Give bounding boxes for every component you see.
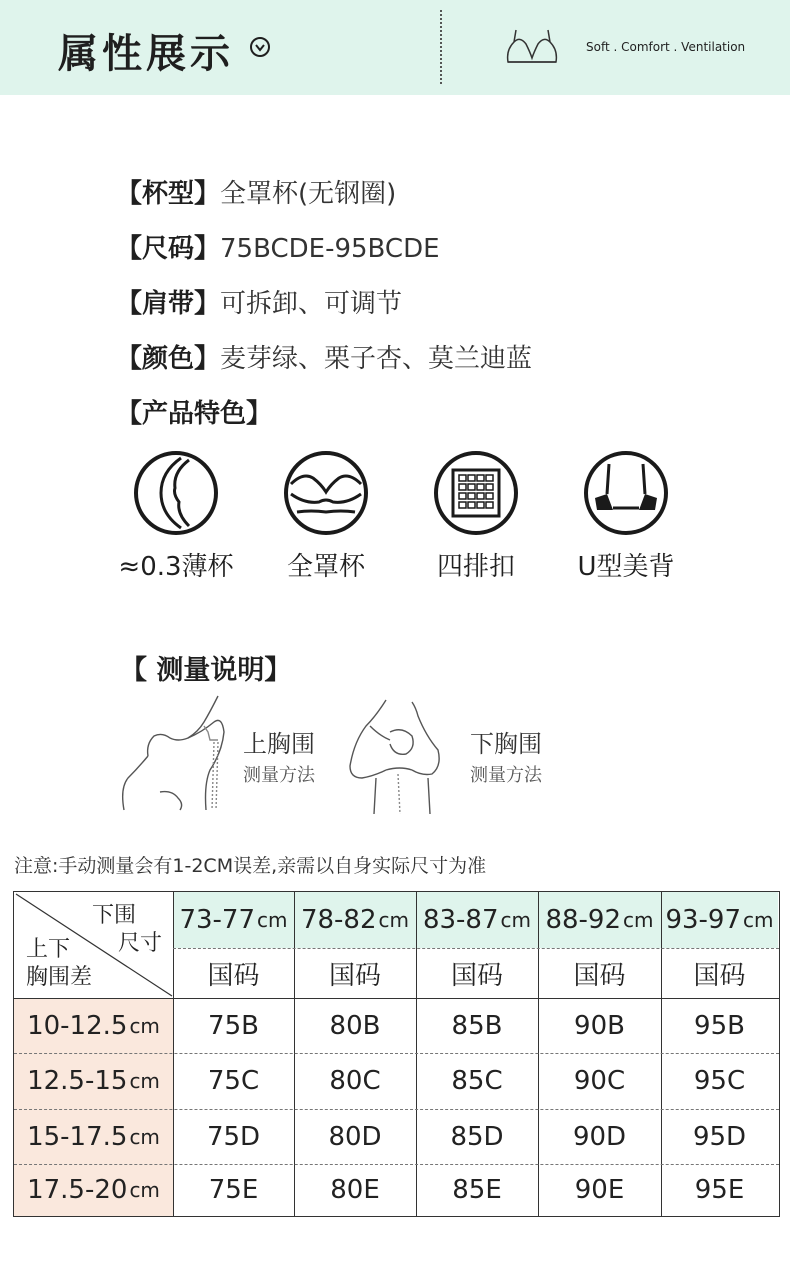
upper-bust-caption	[243, 724, 315, 787]
table-divider	[14, 998, 779, 999]
table-divider	[416, 892, 417, 1216]
diff-cell	[14, 998, 173, 1053]
attribute-row	[116, 282, 532, 337]
header-divider	[440, 10, 442, 84]
size-cell: 90B	[574, 1010, 625, 1041]
under-range-header	[538, 892, 661, 948]
header-tagline: Soft . Comfort . Ventilation	[586, 40, 746, 54]
size-cell: 80D	[328, 1121, 382, 1152]
under-bust-label: 下胸围	[470, 730, 542, 758]
attribute-key: 【尺码】	[116, 234, 221, 264]
size-cell: 75D	[206, 1121, 261, 1152]
under-range-value: 88-92	[545, 905, 622, 935]
page-title: 属性展示	[58, 31, 234, 77]
size-cell: 95D	[692, 1121, 747, 1152]
size-column-header: 国码	[328, 960, 381, 991]
diff-cell	[14, 1109, 173, 1164]
full-cup-icon	[283, 450, 369, 536]
under-range-header	[294, 892, 416, 948]
unit-label: cm	[257, 908, 288, 932]
under-range-header	[173, 892, 294, 948]
size-cell: 90C	[573, 1066, 626, 1096]
feature-label: 四排扣	[436, 552, 515, 582]
under-range-value: 93-97	[665, 905, 742, 935]
unit-label: cm	[743, 908, 774, 932]
unit-label: cm	[129, 1178, 160, 1202]
size-cell: 75C	[207, 1066, 260, 1096]
size-cell: 95C	[693, 1066, 746, 1096]
table-divider	[294, 892, 295, 1216]
diff-value: 17.5-20	[27, 1175, 128, 1205]
size-cell: 85B	[451, 1010, 503, 1041]
size-column-header: 国码	[207, 960, 260, 991]
attribute-value: 可拆卸、可调节	[220, 289, 403, 319]
table-divider	[14, 1053, 779, 1054]
thin-cup-icon	[133, 450, 219, 536]
feature-list	[0, 450, 790, 590]
table-divider	[173, 892, 174, 1216]
diff-cell	[14, 1053, 173, 1109]
size-column-header: 国码	[450, 960, 503, 991]
size-cell: 85C	[451, 1066, 503, 1096]
under-range-value: 78-82	[300, 905, 377, 935]
attribute-key: 【颜色】	[116, 344, 221, 374]
unit-label: cm	[129, 1069, 160, 1093]
table-divider	[14, 1109, 779, 1110]
corner-label-size: 尺寸	[118, 931, 163, 956]
feature-item	[246, 450, 406, 583]
feature-item	[396, 450, 556, 583]
size-cell: 90D	[572, 1121, 627, 1152]
size-cell: 95B	[694, 1010, 745, 1041]
table-divider	[538, 892, 539, 1216]
feature-item	[96, 450, 256, 583]
corner-label-under: 下围	[92, 903, 137, 928]
diff-value: 10-12.5	[27, 1010, 128, 1041]
size-cell: 85E	[452, 1175, 502, 1205]
corner-label-diff: 上下	[26, 937, 71, 962]
size-cell: 80C	[329, 1066, 381, 1096]
unit-label: cm	[378, 908, 410, 932]
attribute-key: 【肩带】	[116, 289, 221, 319]
size-cell: 75B	[208, 1010, 259, 1041]
upper-bust-sublabel: 测量方法	[243, 765, 315, 786]
size-column-header: 国码	[573, 960, 626, 991]
corner-label-diff-2: 胸围差	[26, 965, 93, 990]
measurement-title: 【 测量说明】	[120, 655, 292, 686]
chevron-down-icon	[250, 37, 270, 57]
upper-bust-label: 上胸围	[243, 730, 315, 758]
attribute-row	[116, 172, 532, 227]
feature-label: ≈0.3薄杯	[118, 552, 234, 582]
unit-label: cm	[623, 908, 654, 932]
under-range-value: 83-87	[422, 905, 499, 935]
attribute-key: 【杯型】	[116, 179, 221, 209]
unit-label: cm	[500, 908, 532, 932]
size-cell: 90E	[574, 1175, 625, 1205]
bra-icon	[504, 28, 560, 68]
attribute-value: 75BCDE-95BCDE	[220, 234, 440, 264]
size-cell: 75E	[208, 1175, 259, 1205]
under-bust-caption	[470, 724, 542, 787]
features-title: 【产品特色】	[116, 399, 273, 429]
under-bust-illustration	[346, 696, 458, 814]
attribute-value: 全罩杯(无钢圈)	[220, 179, 397, 209]
under-range-header	[416, 892, 538, 948]
size-column-header: 国码	[693, 960, 746, 991]
diff-cell	[14, 1164, 173, 1216]
diff-value: 15-17.5	[27, 1121, 128, 1152]
attribute-row	[116, 337, 532, 392]
attribute-list	[116, 172, 532, 392]
size-cell: 85D	[450, 1121, 504, 1152]
unit-label: cm	[129, 1013, 160, 1038]
four-hook-icon	[433, 450, 519, 536]
under-bust-sublabel: 测量方法	[470, 765, 542, 786]
under-range-value: 73-77	[179, 905, 256, 935]
unit-label: cm	[129, 1124, 160, 1149]
feature-label: U型美背	[577, 552, 675, 582]
size-cell: 95E	[694, 1175, 745, 1205]
measurement-note: 注意:手动测量会有1-2CM误差,亲需以自身实际尺寸为准	[14, 855, 487, 877]
size-cell: 80E	[330, 1175, 380, 1205]
under-range-header	[661, 892, 778, 948]
feature-label: 全罩杯	[286, 552, 365, 582]
header-band	[0, 0, 790, 95]
table-divider	[173, 948, 779, 949]
upper-bust-illustration	[118, 692, 238, 814]
size-table	[13, 891, 780, 1217]
attribute-row	[116, 227, 532, 282]
attribute-value: 麦芽绿、栗子杏、莫兰迪蓝	[220, 344, 533, 374]
diff-value: 12.5-15	[27, 1066, 128, 1096]
table-divider	[14, 1164, 779, 1165]
table-divider	[661, 892, 662, 1216]
size-cell: 80B	[329, 1010, 381, 1041]
u-back-icon	[583, 450, 669, 536]
feature-item	[546, 450, 706, 583]
